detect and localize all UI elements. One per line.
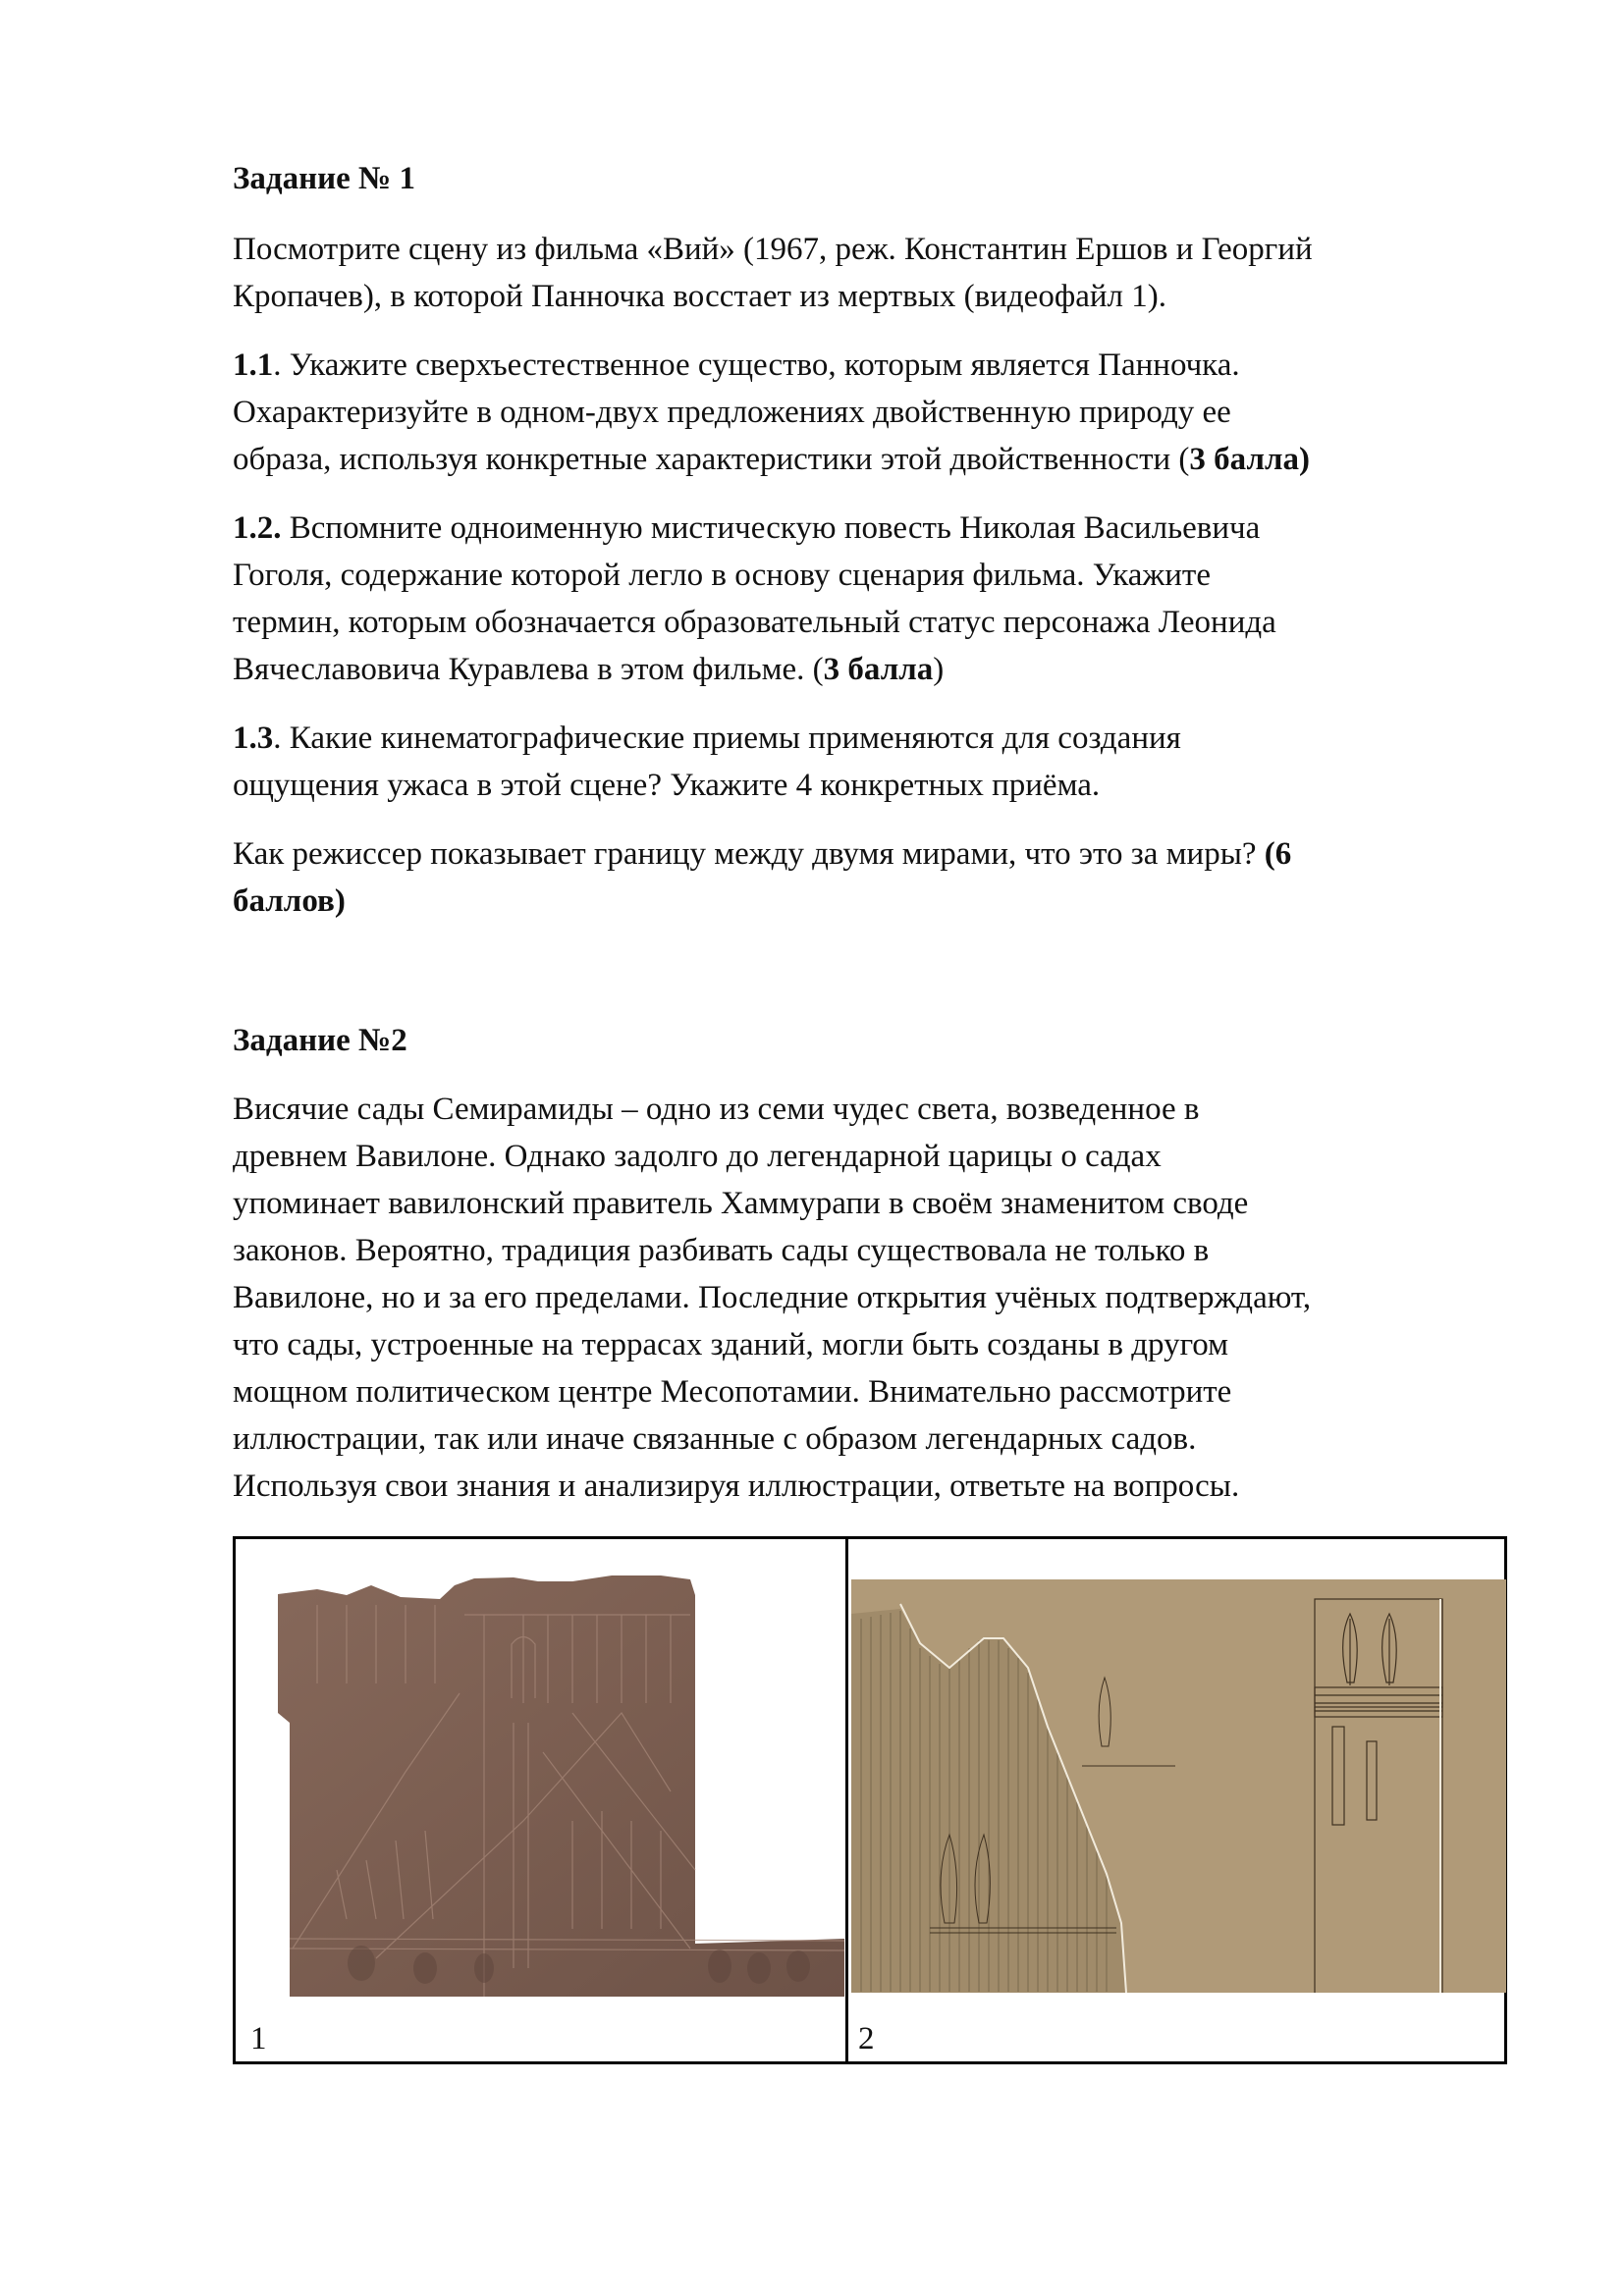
text-line: что сады, устроенные на террасах зданий, могли быть созданы в другом — [233, 1327, 1229, 1362]
text-line: упоминает вавилонский правитель Хаммурапи в своём знаменитом своде — [233, 1186, 1249, 1221]
task1-intro — [233, 226, 1519, 320]
text-line: законов. Вероятно, традиция разбивать сады существовала не только в — [233, 1233, 1210, 1268]
points-label: баллов) — [233, 883, 346, 919]
text-line: образа, используя конкретные характеристики этой двойственности ( — [233, 442, 1190, 477]
question-1-3 — [233, 715, 1519, 809]
illustration-1-label: 1 — [250, 2021, 267, 2056]
text-line: Вячеславовича Куравлева в этом фильме. ( — [233, 652, 824, 687]
text-line: термин, которым обозначается образовательный статус персонажа Леонида — [233, 605, 1276, 640]
text-line: Охарактеризуйте в одном-двух предложениях двойственную природу ее — [233, 395, 1231, 430]
relief-slab — [278, 1575, 844, 1997]
points-label: (6 — [1264, 836, 1292, 872]
text-line: . Какие кинематографические приемы применяются для создания — [273, 721, 1181, 756]
points-close: ) — [933, 652, 945, 687]
task1-heading: Задание № 1 — [233, 161, 415, 196]
question-1-1 — [233, 342, 1519, 483]
text-line: Кропачев), в которой Панночка восстает из мертвых (видеофайл 1). — [233, 279, 1166, 314]
text-line: Как режиссер показывает границу между двумя мирами, что это за миры? — [233, 836, 1265, 872]
question-number: 1.3 — [233, 721, 274, 756]
text-line: Гоголя, содержание которой легло в основу сценария фильма. Укажите — [233, 558, 1211, 593]
text-line: Посмотрите сцену из фильма «Вий» (1967, реж. Константин Ершов и Георгий — [233, 232, 1313, 267]
text-line: древнем Вавилоне. Однако задолго до легендарной царицы о садах — [233, 1139, 1162, 1174]
text-line: . Укажите сверхъестественное существо, которым является Панночка. — [273, 347, 1240, 383]
points-label: 3 балла — [823, 652, 934, 687]
question-1-2 — [233, 505, 1519, 693]
illustration-2-label: 2 — [858, 2021, 875, 2056]
task2-text — [233, 1086, 1519, 1510]
text-line: Висячие сады Семирамиды – одно из семи чудес света, возведенное в — [233, 1092, 1200, 1127]
text-line: Вспомните одноименную мистическую повесть Николая Васильевича — [281, 510, 1261, 546]
illustrations-table — [233, 1536, 1507, 2064]
question-number: 1.1 — [233, 347, 274, 383]
text-line: ощущения ужаса в этой сцене? Укажите 4 конкретных приёма. — [233, 768, 1101, 803]
text-line: мощном политическом центре Месопотамии. Внимательно рассмотрите — [233, 1374, 1232, 1410]
text-line: иллюстрации, так или иначе связанные с образом легендарных садов. — [233, 1421, 1197, 1457]
text-line: Используя свои знания и анализируя иллюстрации, ответьте на вопросы. — [233, 1468, 1240, 1504]
text-line: Вавилоне, но и за его пределами. Последние открытия учёных подтверждают, — [233, 1280, 1312, 1315]
points-label: 3 балла) — [1189, 442, 1310, 477]
question-1-3-extra — [233, 830, 1519, 925]
illustration-1-relief-image — [278, 1575, 844, 1997]
illustration-2-drawing-image — [851, 1579, 1506, 1993]
task2-heading: Задание №2 — [233, 1023, 407, 1058]
table-divider — [845, 1539, 848, 2061]
question-number: 1.2. — [233, 510, 282, 546]
